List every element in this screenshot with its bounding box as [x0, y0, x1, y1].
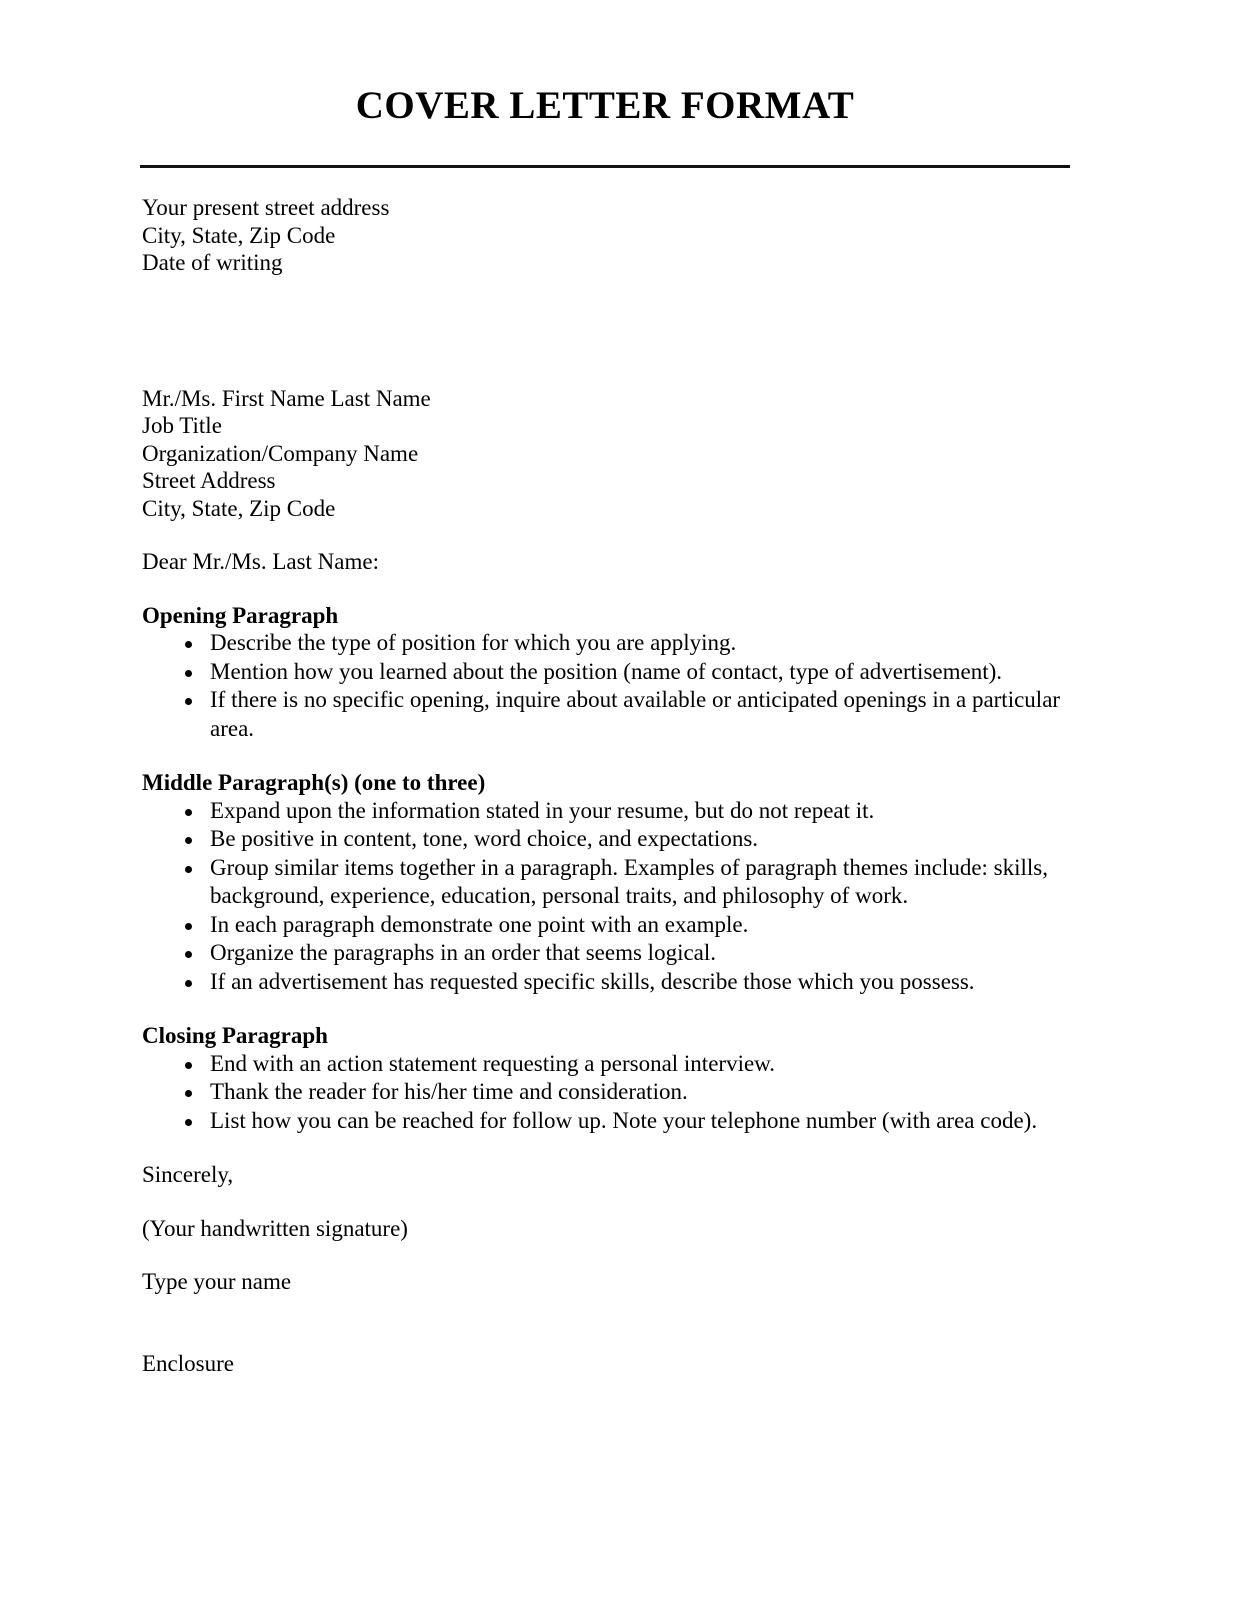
section-heading-opening: Opening Paragraph: [142, 602, 339, 628]
sender-address-line-1: Your present street address: [142, 195, 390, 220]
recipient-address-block: [142, 385, 1072, 523]
list-item: If an advertisement has requested specific skills, describe those which you possess.: [142, 968, 1072, 997]
spacer-before-enclosure: [142, 1296, 1072, 1350]
recipient-address-line-5: City, State, Zip Code: [142, 495, 336, 521]
sender-address-line-2: City, State, Zip Code: [142, 222, 336, 248]
list-item: Describe the type of position for which you are applying.: [142, 629, 1072, 658]
section-middle-paragraphs: [142, 769, 1072, 996]
spacer-before-section-1: [142, 576, 1072, 602]
spacer-before-closing: [142, 1135, 1072, 1161]
list-item: End with an action statement requesting a personal interview.: [142, 1050, 1072, 1079]
closing-sincerely: Sincerely,: [142, 1162, 234, 1187]
recipient-address-line-4: Street Address: [142, 468, 276, 493]
list-item: Organize the paragraphs in an order that seems logical.: [142, 939, 1072, 968]
list-item: Group similar items together in a paragraph. Examples of paragraph themes include: skills, background, experience, education, personal traits, and philosophy of work.: [142, 854, 1072, 911]
recipient-address-line-2: Job Title: [142, 413, 222, 438]
bullet-list-middle: [142, 797, 1072, 997]
letter-body: [142, 194, 1072, 1377]
sender-address-line-3: Date of writing: [142, 250, 283, 275]
spacer-after-sincerely: [142, 1189, 1072, 1215]
spacer-before-section-3: [142, 996, 1072, 1022]
spacer-before-salutation: [142, 522, 1072, 548]
title-divider: [140, 165, 1070, 168]
list-item: If there is no specific opening, inquire about available or anticipated openings in a particular area.: [142, 686, 1072, 743]
spacer-after-sender: [142, 277, 1072, 385]
closing-typed-name: Type your name: [142, 1269, 292, 1294]
recipient-address-line-3: Organization/Company Name: [142, 440, 419, 466]
bullet-list-closing: [142, 1050, 1072, 1136]
section-closing-paragraph: [142, 1022, 1072, 1135]
list-item: Mention how you learned about the position (name of contact, type of advertisement).: [142, 658, 1072, 687]
salutation: Dear Mr./Ms. Last Name:: [142, 549, 379, 574]
section-opening-paragraph: [142, 602, 1072, 744]
section-heading-closing: Closing Paragraph: [142, 1023, 328, 1048]
list-item: Thank the reader for his/her time and consideration.: [142, 1078, 1072, 1107]
sender-address-block: [142, 194, 1072, 277]
spacer-after-signature: [142, 1242, 1072, 1268]
page-title: COVER LETTER FORMAT: [355, 84, 855, 127]
list-item: Be positive in content, tone, word choice, and expectations.: [142, 825, 1072, 854]
list-item: Expand upon the information stated in your resume, but do not repeat it.: [142, 797, 1072, 826]
closing-block: [142, 1161, 1072, 1377]
spacer-before-section-2: [142, 743, 1072, 769]
closing-enclosure: Enclosure: [142, 1350, 234, 1376]
closing-signature-placeholder: (Your handwritten signature): [142, 1215, 408, 1241]
bullet-list-opening: [142, 629, 1072, 743]
section-heading-middle: Middle Paragraph(s) (one to three): [142, 770, 486, 795]
list-item: In each paragraph demonstrate one point with an example.: [142, 911, 1072, 940]
title-block: [140, 86, 1070, 127]
list-item: List how you can be reached for follow up. Note your telephone number (with area code).: [142, 1107, 1072, 1136]
recipient-address-line-1: Mr./Ms. First Name Last Name: [142, 385, 431, 411]
